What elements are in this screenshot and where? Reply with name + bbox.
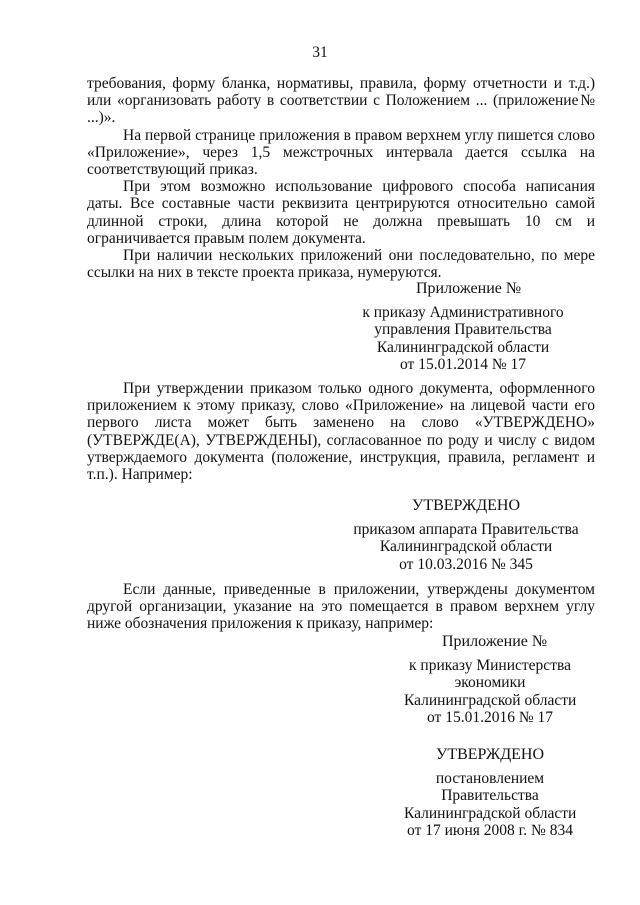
example-3-line: от 15.01.2016 № 17 — [427, 708, 553, 726]
example-3-heading-2: УТВЕРЖДЕНО — [435, 746, 544, 763]
page-number: 31 — [312, 44, 328, 61]
example-3-line: от 17 июня 2008 г. № 834 — [407, 821, 573, 839]
document-body-bottom — [87, 581, 595, 633]
example-2-line: приказом аппарата Правительства — [353, 521, 579, 539]
example-1-line: от 15.01.2014 № 17 — [400, 355, 526, 373]
example-1-line: Калининградской области — [376, 338, 550, 356]
example-appendix-1 — [360, 280, 566, 373]
example-3-line: к приказу Министерства — [409, 657, 571, 675]
example-2-line: Калининградской области — [379, 538, 553, 556]
example-1-line: управления Правительства — [374, 321, 552, 339]
paragraph-1: требования, форму бланка, нормативы, правила, форму отчетности и т.д.) или «организовать работу в соответствии с Положением ... (приложение№ ...)». — [87, 75, 595, 127]
example-1-line: к приказу Административного — [362, 304, 564, 322]
paragraph-6: Если данные, приведенные в приложении, утверждены документом другой организации, указание на это помещается в правом верхнем углу ниже обозначения приложения к приказу, например: — [87, 581, 595, 633]
document-body — [87, 75, 595, 281]
example-2-line: от 10.03.2016 № 345 — [399, 555, 533, 573]
example-appendix-2 — [404, 633, 576, 726]
paragraph-3: При этом возможно использование цифрового способа написания даты. Все составные части реквизита центрируются относительно самой длинной строки, длина которой не должна превышать 10 см и ограничивается правым полем документа. — [87, 178, 595, 247]
paragraph-5: При утверждении приказом только одного документа, оформленного приложением к этому приказу, слово «Приложение» на лицевой части его первого листа может быть заменено на слово «УТВЕРЖДЕНО» (УТВЕРЖДЕ(А), УТВЕРЖДЕНЫ), согласованное по роду и числу с видом утверждаемого документа (положение, инструкция, правила, регламент и т.п.). Например: — [87, 380, 595, 484]
example-3-line: Калининградской области — [404, 804, 577, 822]
paragraph-4: При наличии нескольких приложений они последовательно, по мере ссылки на них в тексте проекта приказа, нумеруются. — [87, 247, 595, 282]
example-3-line: Калининградской области — [404, 691, 577, 709]
paragraph-2: На первой странице приложения в правом верхнем углу пишется слово «Приложение», через 1,5 межстрочных интервала дается ссылка на соответствующий приказ. — [87, 126, 595, 179]
example-3-line: Правительства — [441, 787, 539, 805]
example-approved-1 — [352, 497, 580, 573]
example-2-heading: УТВЕРЖДЕНО — [411, 497, 520, 514]
example-3-line: экономики — [454, 674, 526, 692]
example-approved-2 — [404, 746, 576, 839]
example-3-line: постановлением — [435, 770, 545, 788]
example-1-heading: Приложение № — [416, 280, 522, 297]
document-body-mid — [87, 380, 595, 483]
example-3-heading: Приложение № — [442, 633, 548, 650]
